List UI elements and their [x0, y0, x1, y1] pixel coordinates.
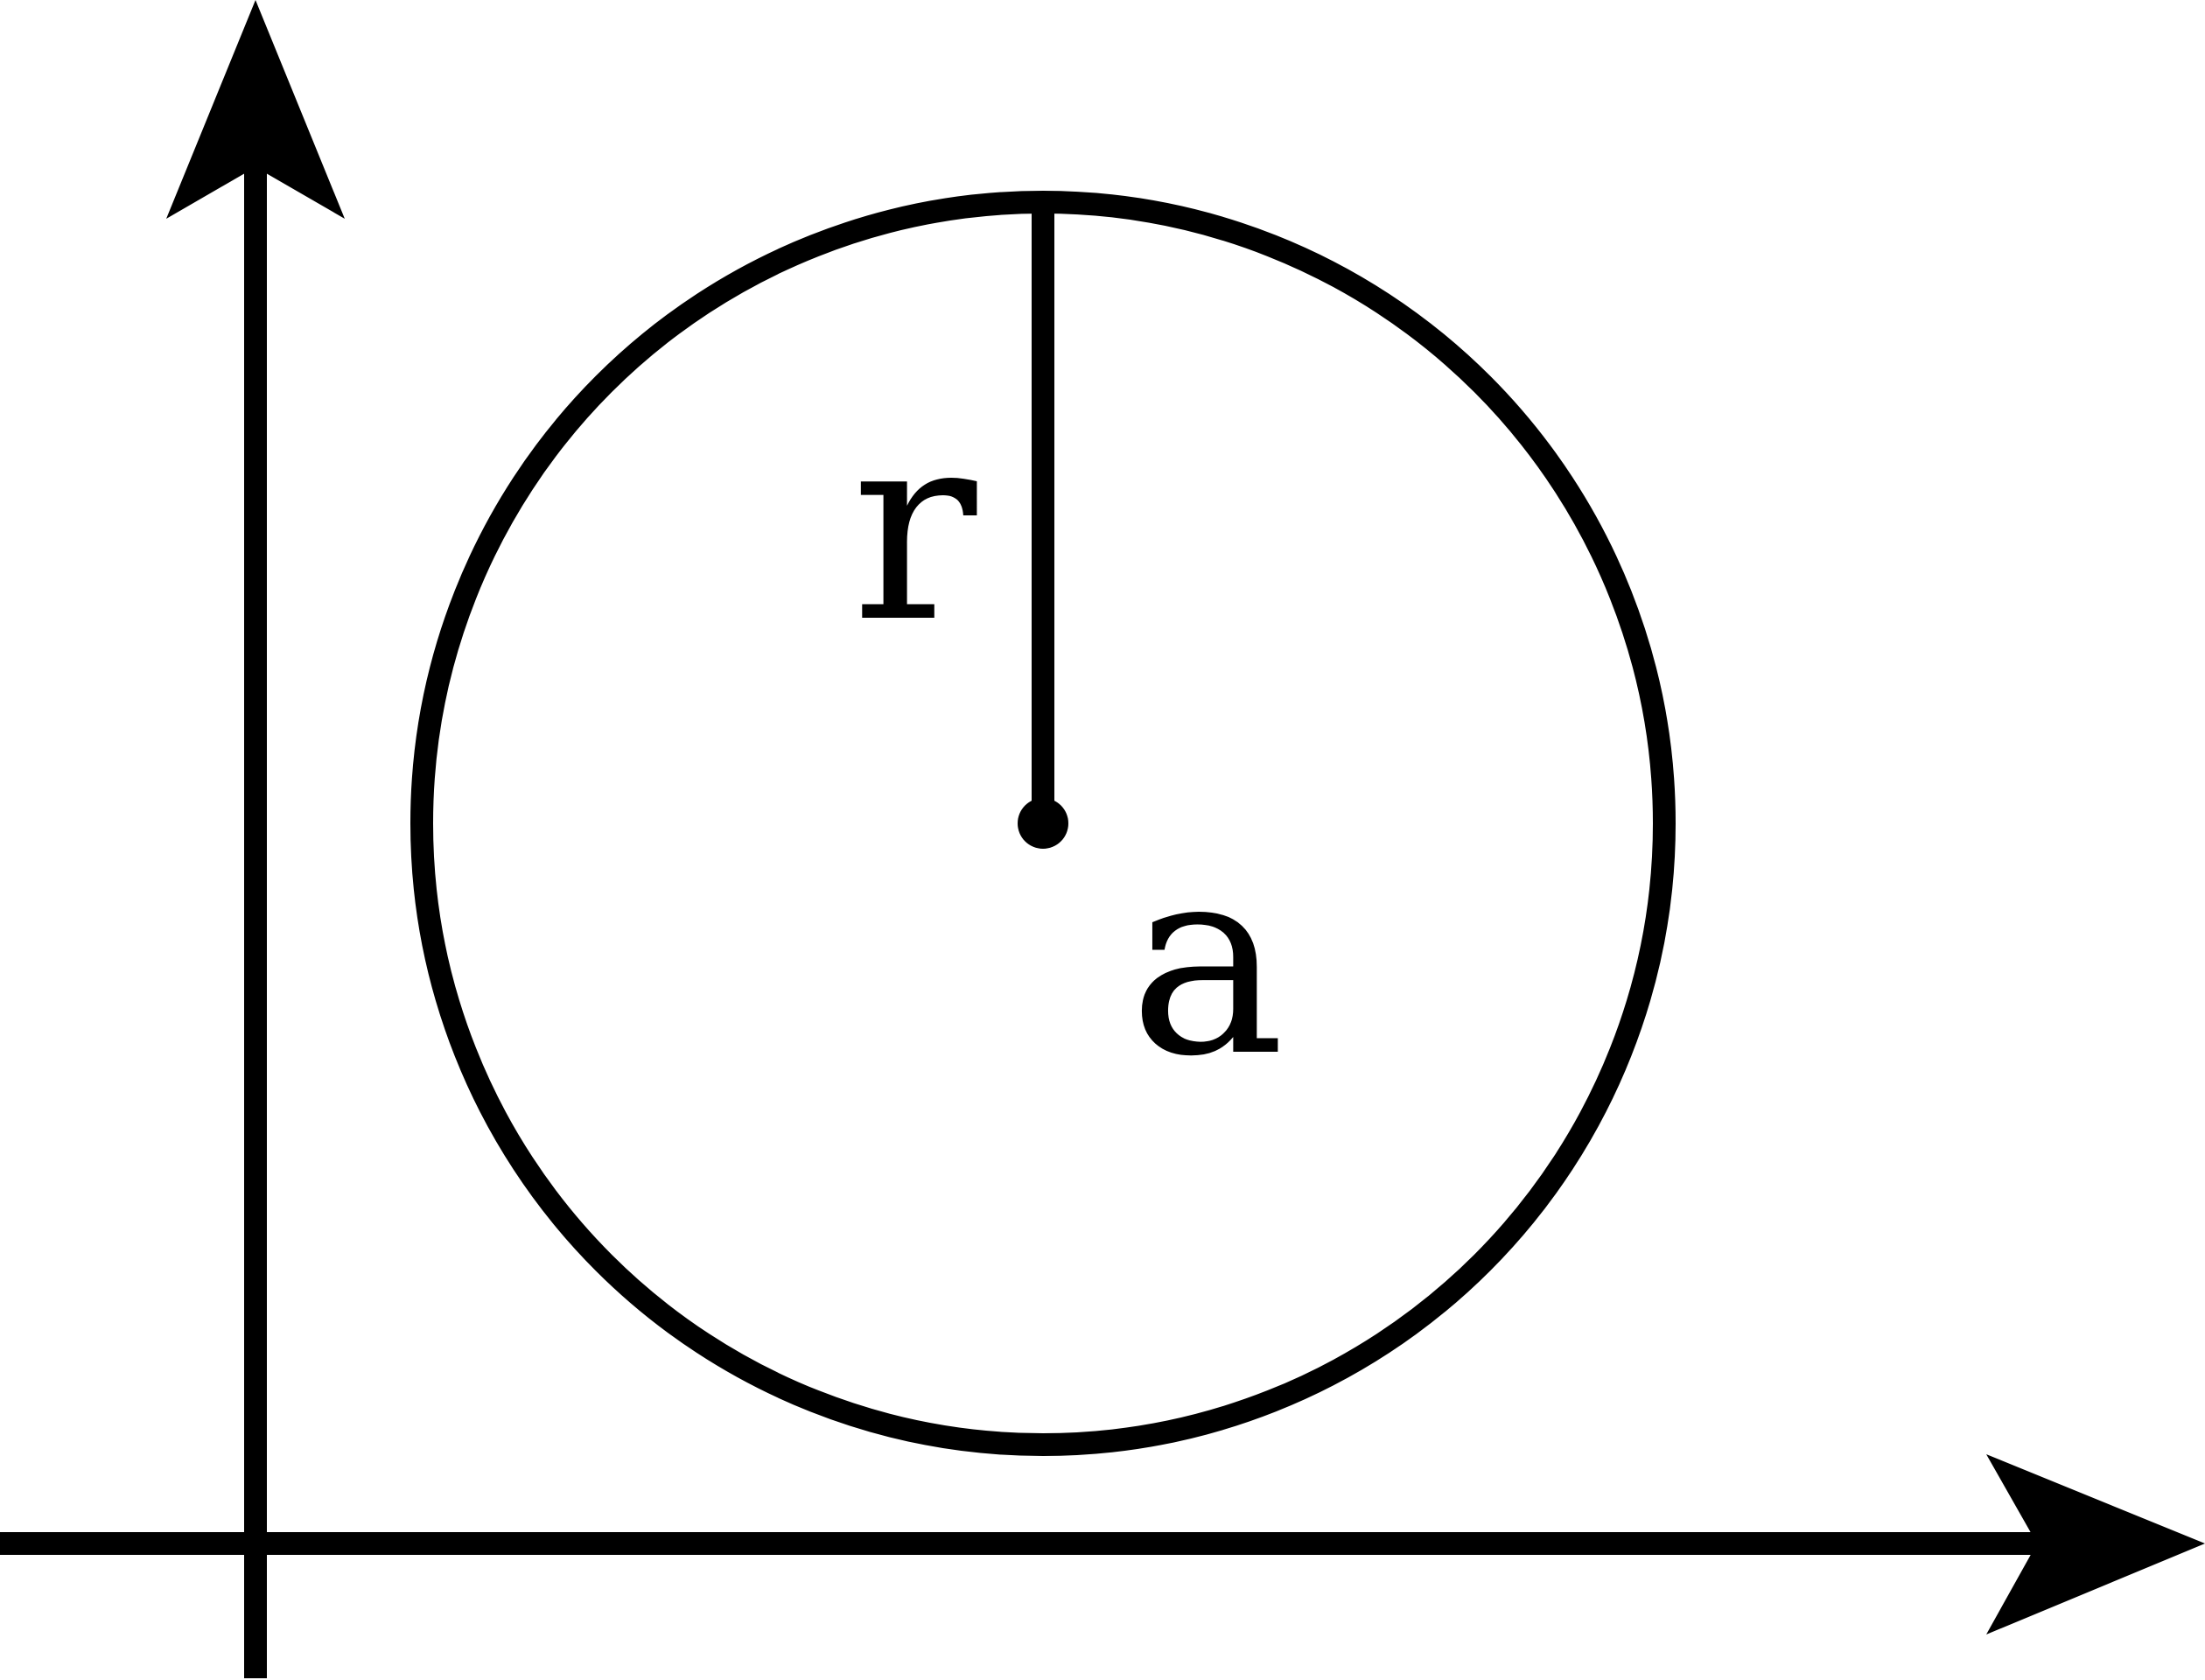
x-axis — [0, 1454, 2205, 1634]
center-label: a — [1129, 808, 1285, 1114]
center-point — [1018, 798, 1068, 849]
radius-label: r — [851, 374, 977, 680]
y-axis — [166, 0, 345, 1678]
